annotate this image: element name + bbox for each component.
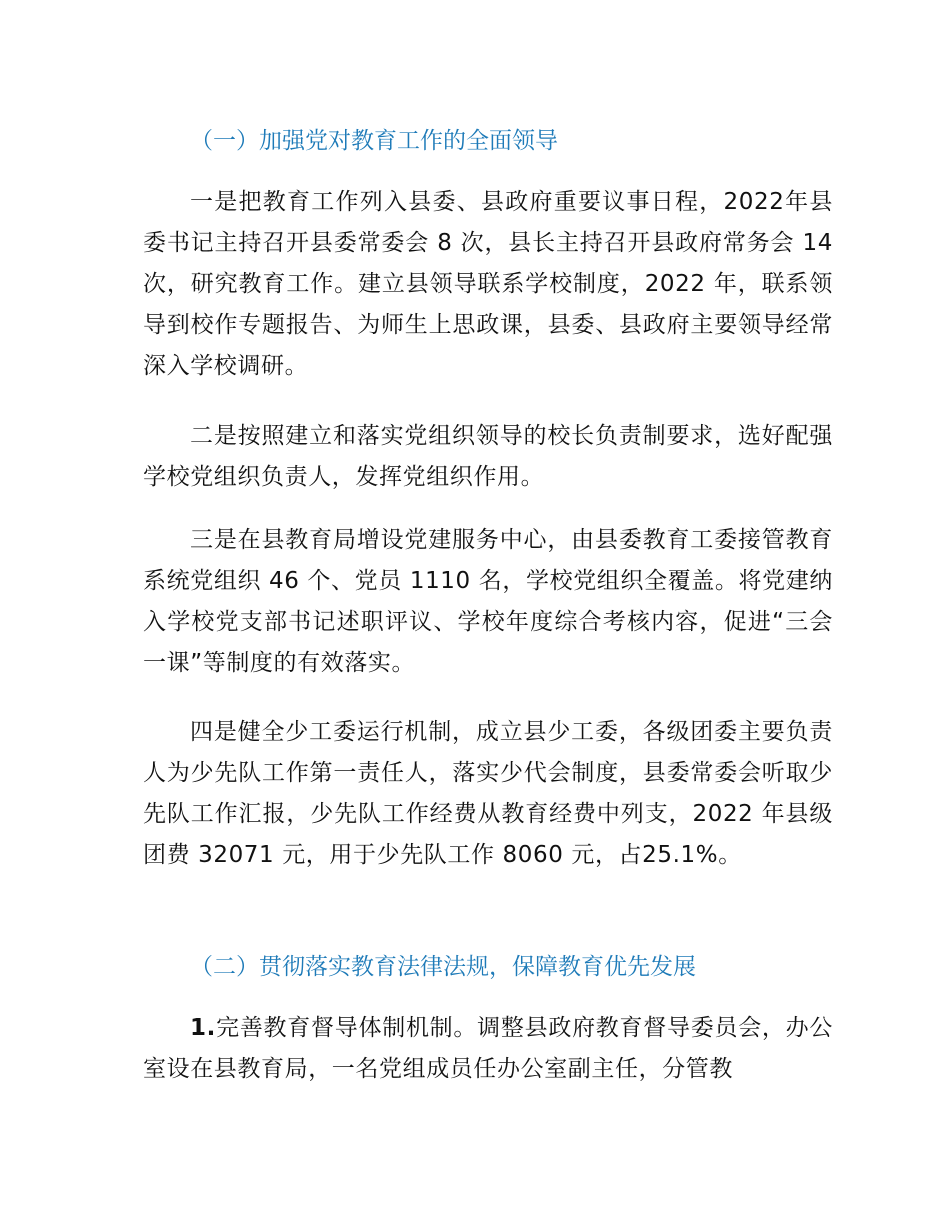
paragraph-3: 三是在县教育局增设党建服务中心，由县委教育工委接管教育系统党组织 46 个、党员 1110 名，学校党组织全覆盖。将党建纳入学校党支部书记述职评议、学校年度综合考核内容，促进“三会一课”等制度的有效落实。 — [143, 527, 833, 676]
paragraph-1: 一是把教育工作列入县委、县政府重要议事日程，2022年县委书记主持召开县委常委会 8 次，县长主持召开县政府常务会 14 次，研究教育工作。建立县领导联系学校制度，2022 年，联系领导到校作专题报告、为师生上思政课，县委、县政府主要领导经常深入学校调研。 — [143, 189, 833, 379]
paragraph-2: 二是按照建立和落实党组织领导的校长负责制要求，选好配强学校党组织负责人，发挥党组织作用。 — [143, 423, 833, 490]
item-number: 1. — [190, 1015, 216, 1041]
section-heading-1: （一）加强党对教育工作的全面领导 — [190, 128, 558, 154]
paragraph-5 — [143, 1008, 833, 1090]
paragraph-4: 四是健全少工委运行机制，成立县少工委，各级团委主要负责人为少先队工作第一责任人，落实少代会制度，县委常委会听取少先队工作汇报，少先队工作经费从教育经费中列支，2022 年县级团费 32071 元，用于少先队工作 8060 元，占25.1%。 — [143, 719, 833, 868]
section-heading-2: （二）贯彻落实教育法律法规，保障教育优先发展 — [190, 954, 696, 980]
paragraph-5-text: 完善教育督导体制机制。调整县政府教育督导委员会，办公室设在县教育局，一名党组成员任办公室副主任，分管教 — [143, 1015, 833, 1082]
